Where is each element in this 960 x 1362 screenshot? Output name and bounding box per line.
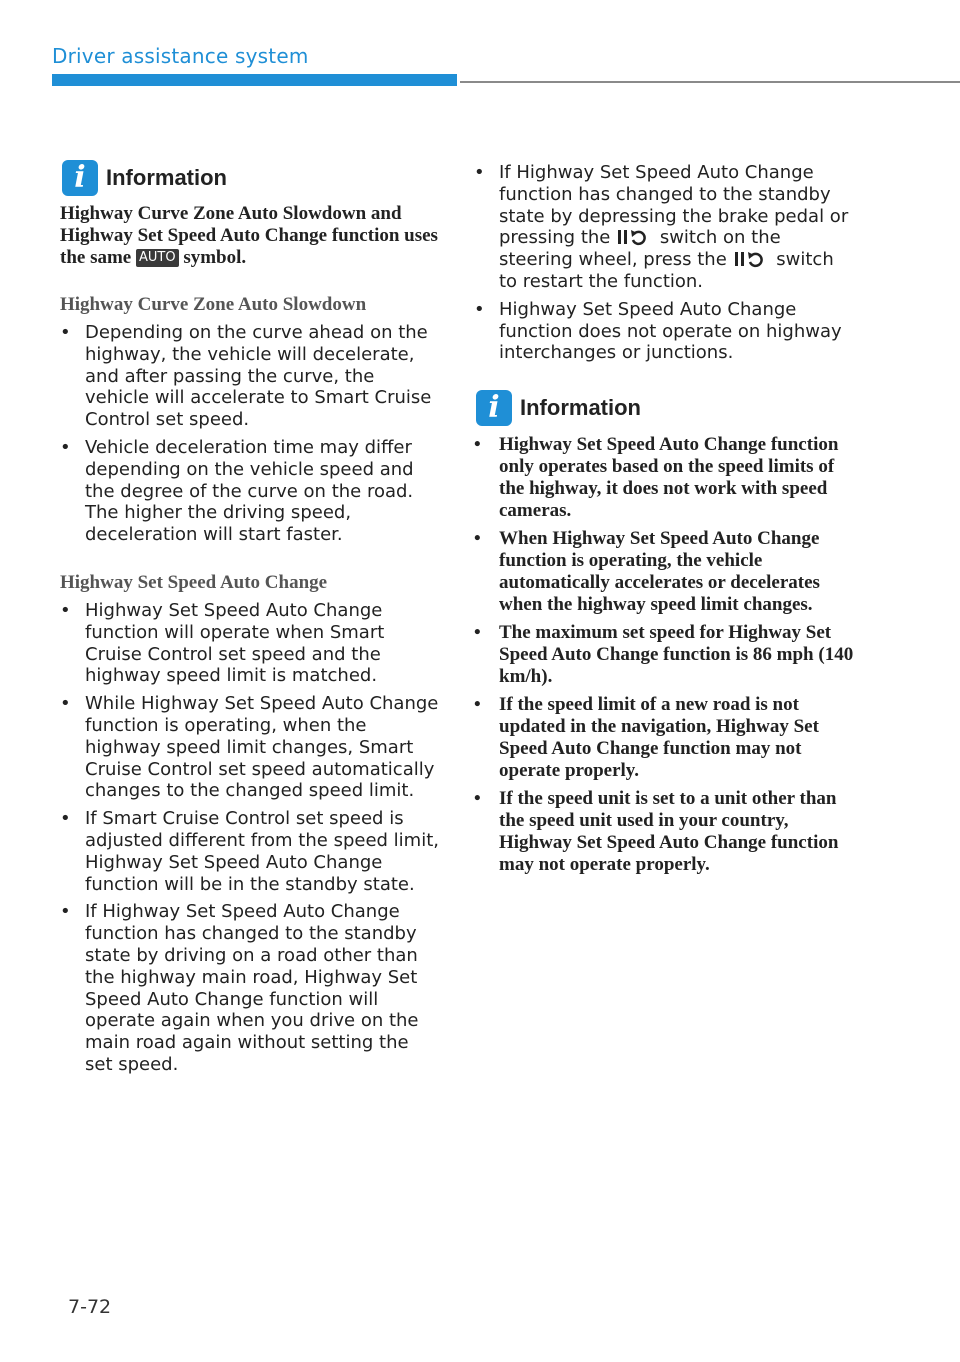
pause-resume-switch-icon <box>616 228 654 246</box>
info-note-text-end: symbol. <box>183 247 247 268</box>
info-label: Information <box>520 395 641 420</box>
info-heading-right <box>476 390 641 426</box>
subhead-curve-zone: Highway Curve Zone Auto Slowdown <box>60 294 367 315</box>
list-item: • Highway Set Speed Auto Change function only operates based on the speed limits of the highway, it does not work with speed cameras. <box>474 434 854 522</box>
standby-bullet-list <box>474 162 854 370</box>
bullet-text: If Highway Set Speed Auto Change function has changed to the standby state by depressing the brake pedal or pressing the <box>499 162 849 249</box>
info-heading-left <box>62 160 227 196</box>
section-title: Driver assistance system <box>52 44 309 68</box>
info-note <box>60 203 440 269</box>
speed-bullet-list <box>60 600 440 1082</box>
list-item: • Depending on the curve ahead on the highway, the vehicle will decelerate, and after passing the curve, the vehicle will accelerate to Smart Cruise Control set speed. <box>60 322 440 431</box>
info-bullet-list <box>474 434 854 882</box>
info-note-text: Highway Curve Zone Auto Slowdown and Highway Set Speed Auto Change function uses the same <box>60 203 438 268</box>
list-item: • If Smart Cruise Control set speed is adjusted different from the speed limit, Highway Set Speed Auto Change function will be in the standby state. <box>60 808 440 895</box>
bullet-text: switch to restart the function. <box>499 249 834 292</box>
bullet-text: switch on the steering wheel, press the <box>499 227 781 271</box>
list-item: • Highway Set Speed Auto Change function will operate when Smart Cruise Control set speed and the highway speed limit is matched. <box>60 600 440 687</box>
list-item: • The maximum set speed for Highway Set Speed Auto Change function is 86 mph (140 km/h). <box>474 622 854 688</box>
page-number: 7-72 <box>68 1296 112 1318</box>
auto-symbol-badge: AUTO <box>136 249 179 267</box>
list-item: • If the speed limit of a new road is not updated in the navigation, Highway Set Speed Auto Change function may not operate properly. <box>474 694 854 782</box>
header-rule <box>460 81 960 83</box>
curve-bullet-list <box>60 322 440 552</box>
header-accent-bar <box>52 74 457 86</box>
info-icon: i <box>476 390 512 426</box>
list-item: • When Highway Set Speed Auto Change function is operating, the vehicle automatically accelerates or decelerates when the highway speed limit changes. <box>474 528 854 616</box>
info-icon: i <box>62 160 98 196</box>
subhead-set-speed: Highway Set Speed Auto Change <box>60 572 328 593</box>
info-label: Information <box>106 165 227 190</box>
list-item: • Highway Set Speed Auto Change function does not operate on highway interchanges or junctions. <box>474 299 854 364</box>
list-item: • Vehicle deceleration time may differ depending on the vehicle speed and the degree of the curve on the road. The higher the driving speed, deceleration will start faster. <box>60 437 440 546</box>
list-item <box>474 162 854 293</box>
list-item: • If Highway Set Speed Auto Change function has changed to the standby state by driving on a road other than the highway main road, Highway Set Speed Auto Change function will operate again when you drive on the main road again without setting the set speed. <box>60 901 440 1075</box>
list-item: • If the speed unit is set to a unit other than the speed unit used in your country, Highway Set Speed Auto Change function may not operate properly. <box>474 788 854 876</box>
list-item: • While Highway Set Speed Auto Change function is operating, when the highway speed limit changes, Smart Cruise Control set speed automatically changes to the changed speed limit. <box>60 693 440 802</box>
pause-resume-switch-icon <box>733 250 771 268</box>
